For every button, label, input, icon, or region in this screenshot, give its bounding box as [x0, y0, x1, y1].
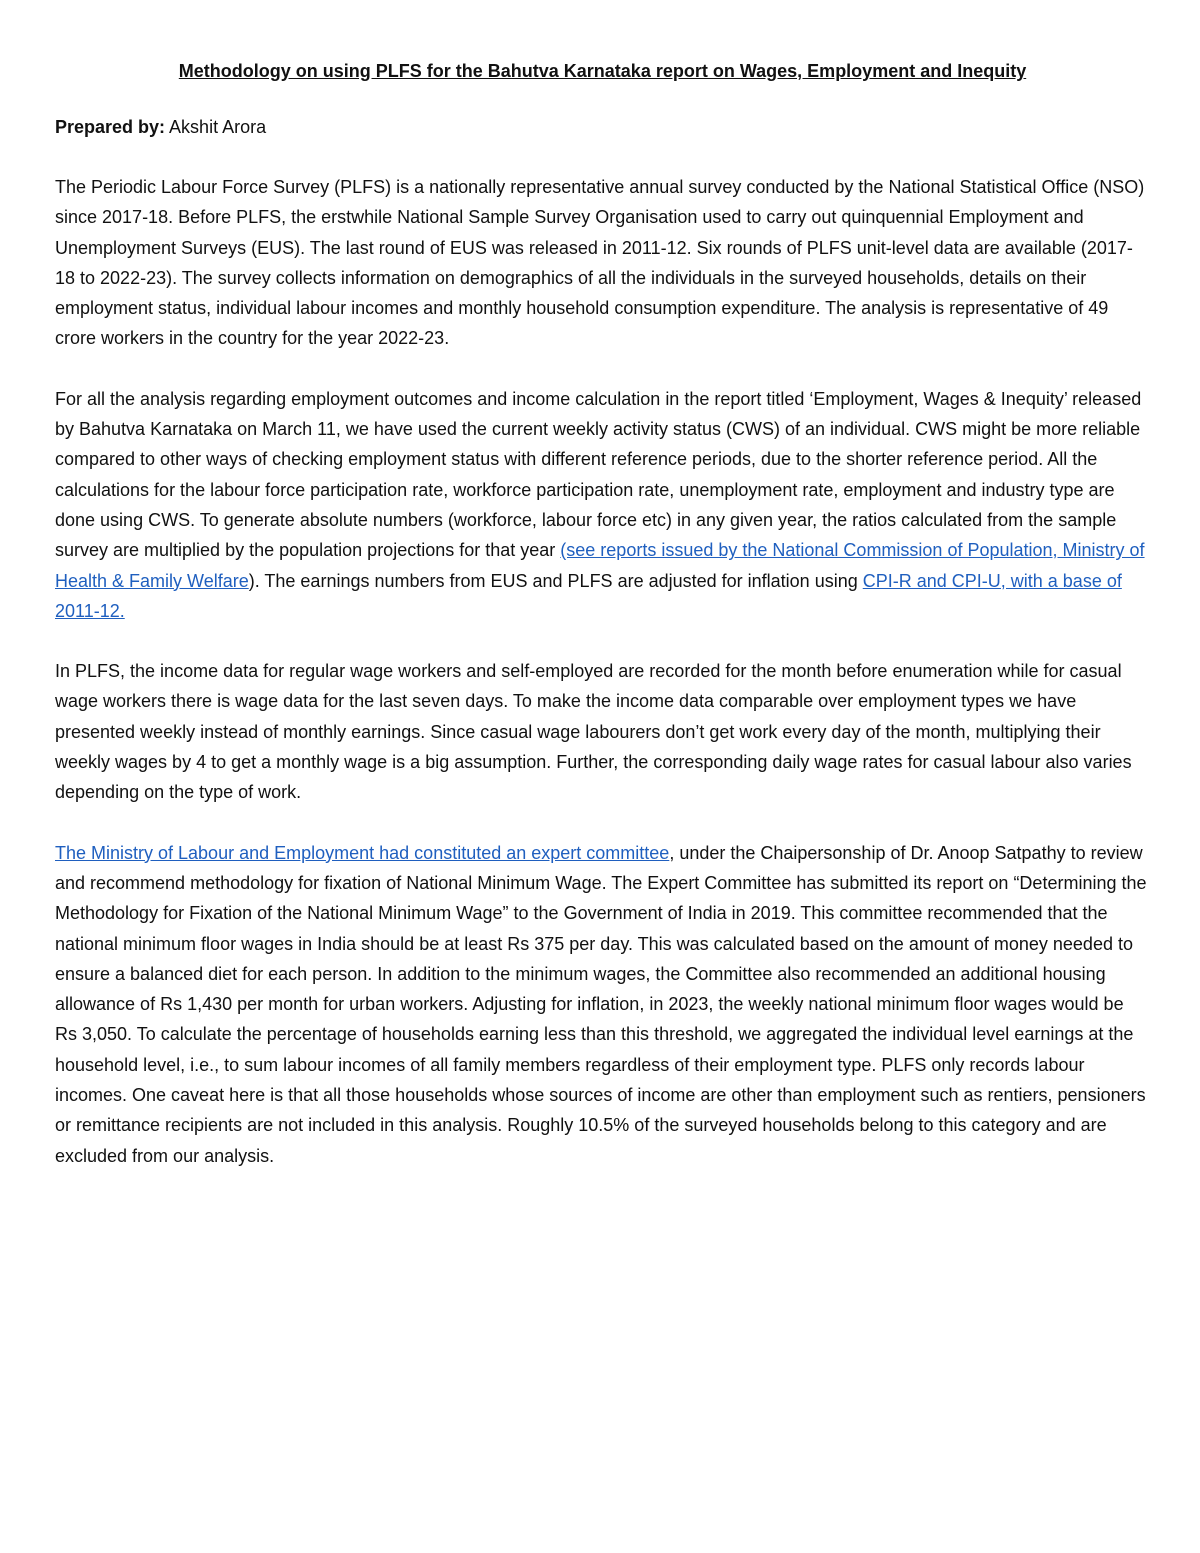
paragraph-cws-text-b: ). The earnings numbers from EUS and PLFS are adjusted for inflation using	[248, 570, 863, 591]
paragraph-income-data: In PLFS, the income data for regular wage workers and self-employed are recorded for the month before enumeration while for casual wage workers there is wage data for the last seven days. To make the income data comparable over employment types we have presented weekly instead of monthly earnings. Since casual wage labourers don’t get work every day of the month, multiplying their weekly wages by 4 to get a monthly wage is a big assumption. Further, the corresponding daily wage rates for casual labour also varies depending on the type of work.	[55, 661, 1132, 803]
paragraph-cws-methodology	[55, 384, 1150, 626]
prepared-by-line	[55, 112, 1150, 142]
paragraph-minimum-wage	[55, 838, 1150, 1171]
document-title: Methodology on using PLFS for the Bahutva Karnataka report on Wages, Employment and Inequity	[178, 61, 1027, 81]
paragraph-plfs-overview: The Periodic Labour Force Survey (PLFS) is a nationally representative annual survey conducted by the National Statistical Office (NSO) since 2017-18. Before PLFS, the erstwhile National Sample Survey Organisation used to carry out quinquennial Employment and Unemployment Surveys (EUS). The last round of EUS was released in 2011-12. Six rounds of PLFS unit-level data are available (2017-18 to 2022-23). The survey collects information on demographics of all the individuals in the surveyed households, details on their employment status, individual labour incomes and monthly household consumption expenditure. The analysis is representative of 49 crore workers in the country for the year 2022-23.	[55, 177, 1145, 349]
prepared-by-name: Akshit Arora	[165, 117, 267, 137]
paragraph-cws-text-a: For all the analysis regarding employment outcomes and income calculation in the report titled ‘Employment, Wages & Inequity’ released by Bahutva Karnataka on March 11, we have used the current weekly activity status (CWS) of an individual. CWS might be more reliable compared to other ways of checking employment status with different reference periods, due to the shorter reference period. All the calculations for the labour force participation rate, workforce participation rate, unemployment rate, employment and industry type are done using CWS. To generate absolute numbers (workforce, labour force etc) in any given year, the ratios calculated from the sample survey are multiplied by the population projections for that year	[55, 388, 1142, 561]
paragraph-minimum-wage-text: , under the Chaipersonship of Dr. Anoop Satpathy to review and recommend methodology for fixation of National Minimum Wage. The Expert Committee has submitted its report on “Determining the Methodology for Fixation of the National Minimum Wage” to the Government of India in 2019. This committee recommended that the national minimum floor wages in India should be at least Rs 375 per day. This was calculated based on the amount of money needed to ensure a balanced diet for each person. In addition to the minimum wages, the Committee also recommended an additional housing allowance of Rs 1,430 per month for urban workers. Adjusting for inflation, in 2023, the weekly national minimum floor wages would be Rs 3,050. To calculate the percentage of households earning less than this threshold, we aggregated the individual level earnings at the household level, i.e., to sum labour incomes of all family members regardless of their employment type. PLFS only records labour incomes. One caveat here is that all those households whose sources of income are other than employment such as rentiers, pensioners or remittance recipients are not included in this analysis. Roughly 10.5% of the surveyed households belong to this category and are excluded from our analysis.	[55, 842, 1147, 1166]
document-page	[55, 58, 1150, 1201]
prepared-by-label: Prepared by:	[55, 117, 166, 137]
expert-committee-link[interactable]: The Ministry of Labour and Employment had constituted an expert committee	[55, 842, 670, 863]
cpi-base-link[interactable]: CPI-R and CPI-U, with a base of 2011-12.	[55, 570, 1122, 621]
population-projections-link[interactable]: (see reports issued by the National Commission of Population, Ministry of Health & Family Welfare	[55, 540, 1145, 591]
